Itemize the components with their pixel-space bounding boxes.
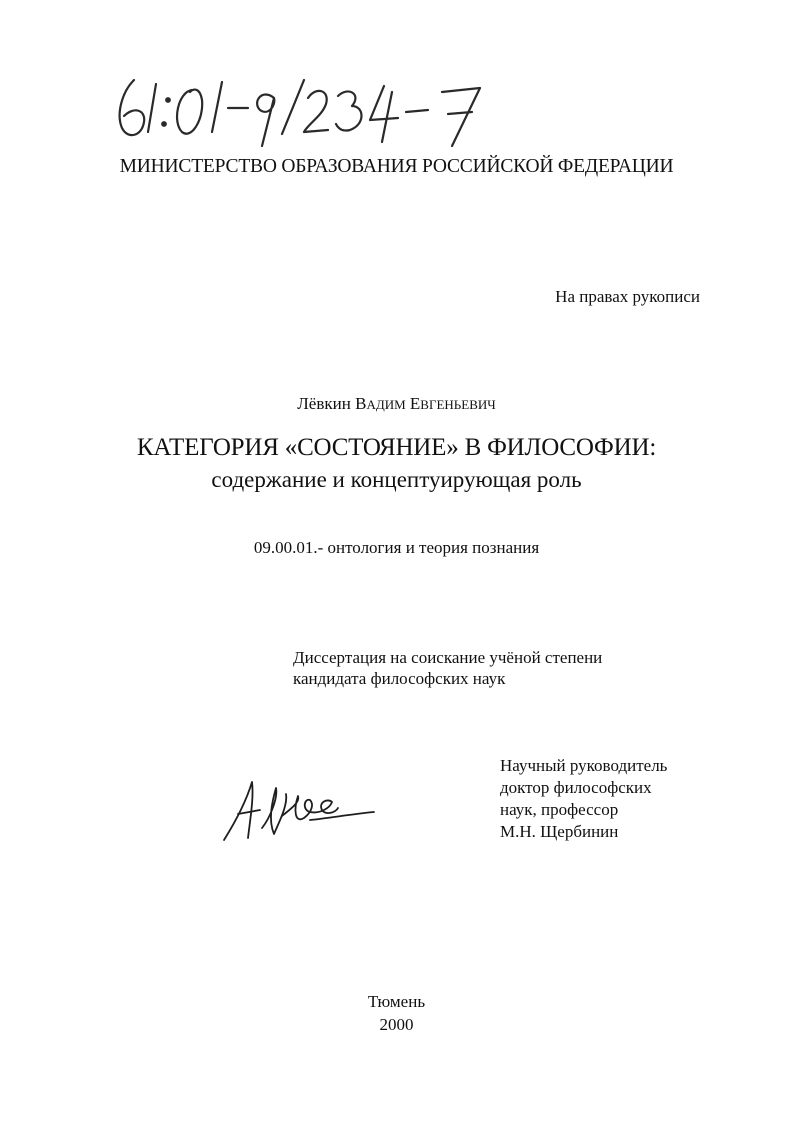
dissertation-line-2: кандидата философских наук [293, 669, 506, 688]
handwritten-archive-code [112, 62, 512, 152]
place-and-year [0, 990, 793, 1036]
dissertation-degree-note [293, 647, 602, 689]
specialty-code: 09.00.01.- онтология и теория познания [253, 538, 540, 557]
supervisor-block [500, 755, 667, 843]
thesis-subtitle: содержание и концептуирующая роль [211, 467, 582, 492]
manuscript-rights-note: На правах рукописи [555, 287, 700, 306]
author-first-rest: АДИМ [366, 397, 406, 412]
thesis-title: КАТЕГОРИЯ «СОСТОЯНИЕ» В ФИЛОСОФИИ: [136, 434, 657, 461]
author-patronymic-rest: ВГЕНЬЕВИЧ [420, 397, 496, 412]
author-signature [218, 768, 378, 848]
city: Тюмень [367, 992, 426, 1011]
ministry-heading: МИНИСТЕРСТВО ОБРАЗОВАНИЯ РОССИЙСКОЙ ФЕДЕРАЦИИ [119, 156, 674, 177]
supervisor-line-2: доктор философских [500, 778, 652, 797]
supervisor-line-1: Научный руководитель [500, 756, 668, 775]
year: 2000 [379, 1015, 414, 1034]
author-first-initial: В [355, 394, 367, 413]
author-patronymic-initial: Е [409, 394, 421, 413]
dissertation-line-1: Диссертация на соискание учёной степени [293, 648, 603, 667]
supervisor-line-3: наук, профессор [500, 800, 619, 819]
author-surname: Лёвкин [297, 394, 351, 413]
author-name [0, 394, 793, 414]
supervisor-line-4: М.Н. Щербинин [500, 822, 619, 841]
